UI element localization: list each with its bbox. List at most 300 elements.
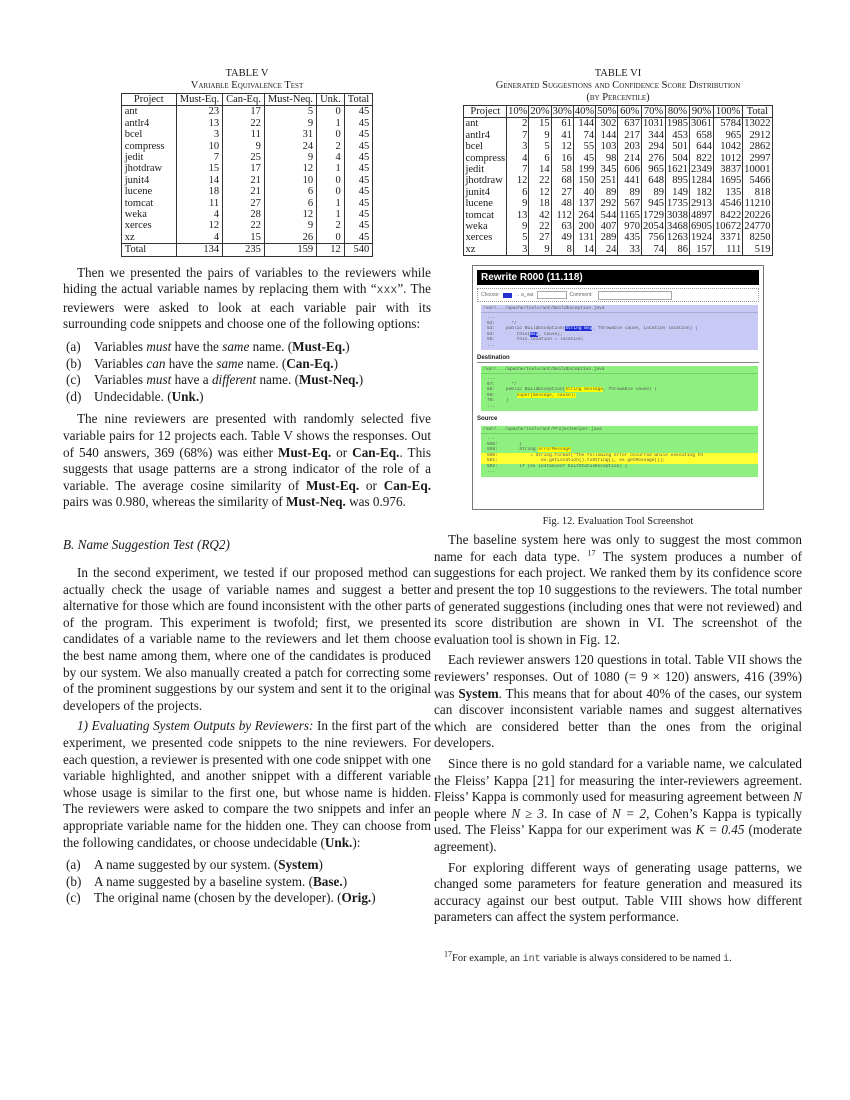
text-span: Since there is no gold standard for a variable name, we calculated the Fleiss’ Kappa [21] for measuring the inter-reviewers agreement. Fleiss’ Kappa is commonly used for measuring agreement between xyxy=(434,756,802,805)
text-span: /var/.../apache/tools/ant/BuildException.java xyxy=(481,366,758,374)
table5-cell: 15 xyxy=(176,163,222,174)
table5-cell: 0 xyxy=(317,232,345,244)
table5-cell: 45 xyxy=(344,198,372,209)
table6-cell: 111 xyxy=(714,244,743,256)
table5-cell: 45 xyxy=(344,209,372,220)
table6-cell: xerces xyxy=(464,232,507,243)
table6-cell: junit4 xyxy=(464,187,507,198)
table6-cell: 4546 xyxy=(714,198,743,209)
table6-cell: 27 xyxy=(529,232,551,243)
table6-cell: 74 xyxy=(573,130,595,141)
text-span: The nine reviewers are presented with randomly selected five variable pairs for 12 projects each. Table V shows the responses. Out of 540 answers, 369 (68%) was either xyxy=(63,411,431,460)
option-label: (a) xyxy=(66,339,81,355)
code-line: 558: } xyxy=(487,441,523,447)
table6-cell: 1695 xyxy=(714,175,743,186)
text-span: variable is always considered to be named xyxy=(540,952,724,964)
table5-cell: bcel xyxy=(121,129,176,140)
destination-label: Destination xyxy=(477,355,759,363)
table6-cell: 302 xyxy=(596,118,618,130)
text-span: K = 0.45 xyxy=(695,822,745,838)
table6-cell: 18 xyxy=(529,198,551,209)
table6-cell: 199 xyxy=(573,164,595,175)
text-span: → a_var xyxy=(514,292,534,299)
table5-cell: 17 xyxy=(223,163,265,174)
table6-cell: 131 xyxy=(573,232,595,243)
table6-cell: 89 xyxy=(642,187,666,198)
table5-cell: 22 xyxy=(223,220,265,231)
table6-cell: 61 xyxy=(551,118,573,130)
code-line: ... xyxy=(487,342,496,348)
table6-cell: 5 xyxy=(529,141,551,152)
table6-cell: 3061 xyxy=(691,118,713,130)
table6-column-header: 80% xyxy=(666,106,690,118)
option-code: Orig. xyxy=(341,890,372,906)
table6-cell: 756 xyxy=(642,232,666,243)
table6-cell: 103 xyxy=(596,141,618,152)
table5-cell: 24 xyxy=(264,141,316,152)
option-label: (c) xyxy=(66,890,81,906)
table5-cell: lucene xyxy=(121,186,176,197)
table6-cell: 606 xyxy=(618,164,642,175)
table5-cell: 0 xyxy=(317,175,345,186)
right-column xyxy=(434,68,802,966)
option-item: (b) Variables can have the same name. (Can-Eq.) xyxy=(66,355,338,371)
table6-cell: 4897 xyxy=(691,209,713,221)
table5-row xyxy=(121,198,372,209)
text-span: , Cohen’s Kappa is typically used. The Fleiss’ Kappa for our experiment was xyxy=(434,805,802,838)
table6-cell: 2862 xyxy=(743,141,772,152)
table6-cell: 27 xyxy=(551,187,573,198)
table5-cell: 45 xyxy=(344,106,372,118)
table6-cell: 9 xyxy=(529,130,551,141)
table5-cell: 4 xyxy=(176,232,222,244)
table6-cell: 345 xyxy=(596,164,618,175)
table6-cell: 10001 xyxy=(744,164,771,176)
table5-row xyxy=(121,152,372,163)
table6-cell: 144 xyxy=(573,118,595,130)
table5-cell: 4 xyxy=(176,209,222,220)
table5-cell: 45 xyxy=(344,129,372,140)
table6-cell: 289 xyxy=(596,232,618,243)
table6-cell: 4 xyxy=(507,153,529,164)
figure-rewrite-title: Rewrite R000 (11.118) xyxy=(477,270,759,285)
table6-cell: 20226 xyxy=(744,209,771,221)
table5-cell: 11 xyxy=(176,198,222,209)
table6-cell: 6 xyxy=(529,153,551,164)
table5-row xyxy=(121,118,372,129)
table6-row xyxy=(464,164,772,175)
table6-subtitle: (by Percentile) xyxy=(586,92,650,103)
table6-cell: 49 xyxy=(551,232,573,243)
table5-cell: 45 xyxy=(344,186,372,197)
table5-column-header: Must-Neq. xyxy=(264,94,316,106)
table5-label: TABLE V xyxy=(225,68,269,79)
table5-cell: 14 xyxy=(176,175,222,186)
table6-column-header: 40% xyxy=(574,106,595,117)
table6-cell: 1165 xyxy=(619,209,641,221)
text-span: Each reviewer answers 120 questions in total. Table VII shows the reviewers’ responses. Out of 1080 (= 9 × 120) answers, 416 (39%) was xyxy=(434,652,802,701)
table6-cell: 504 xyxy=(666,153,690,164)
table5-cell: 18 xyxy=(176,186,222,197)
text-span: was 0.976. xyxy=(345,494,406,510)
table5-cell: 13 xyxy=(176,118,222,129)
table5-cell: xz xyxy=(121,232,176,244)
table5-cell: 21 xyxy=(223,175,265,186)
table5-cell: antlr4 xyxy=(121,118,176,129)
text-span: The system produces a number of suggestions for each project. We ranked them by its confidence score and present the top 10 suggestions to the reviewers. The total number of generated suggestions (including ones that were not reviewed) and its score distribution are shown in VI. The screenshot of the evaluation tool is shown in Fig. 12. xyxy=(434,548,802,647)
table5-header-row xyxy=(121,94,372,106)
table6-cell: 8422 xyxy=(714,210,743,221)
table6-cell: 1042 xyxy=(714,141,743,152)
table6-cell: 45 xyxy=(573,153,595,164)
options-list-candidates xyxy=(63,857,431,907)
table5-cell: 3 xyxy=(176,129,222,140)
text-span: Choose: xyxy=(481,292,500,299)
emphasis: must xyxy=(146,339,172,355)
table5-cell: Total xyxy=(121,244,176,256)
table6-cell: 12 xyxy=(529,187,551,198)
table6-cell: 22 xyxy=(529,221,551,232)
code-line: 559: String errorMessage xyxy=(487,447,571,453)
table6-column-header: 70% xyxy=(642,106,666,118)
code-xxx: xxx xyxy=(376,284,398,298)
text-span: people where xyxy=(434,805,512,821)
table6-cell: 637 xyxy=(618,118,642,130)
table6-column-header: 90% xyxy=(690,106,714,118)
option-code: Must-Eq. xyxy=(292,339,346,355)
table6-cell: jedit xyxy=(464,164,507,175)
table5-cell: 1 xyxy=(317,163,345,174)
code-line: ... xyxy=(487,403,496,409)
option-item: (b) A name suggested by a baseline system. (Base.) xyxy=(66,873,348,889)
table6-cell: 89 xyxy=(596,187,618,198)
table6-cell: 13022 xyxy=(744,118,771,130)
table6-cell: 435 xyxy=(618,232,642,243)
table6-column-header: 50% xyxy=(597,106,617,117)
table6-cell: 970 xyxy=(618,221,642,232)
figure-toolbar xyxy=(477,288,759,302)
subsection-heading: 1) Evaluating System Outputs by Reviewers: xyxy=(77,718,314,734)
option-code: Unk. xyxy=(171,388,200,404)
table5-cell: 540 xyxy=(344,244,372,256)
option-item: (c) Variables must have a different name. (Must-Neq.) xyxy=(66,372,364,388)
table5-cell: tomcat xyxy=(121,198,176,209)
text-span: . In case of xyxy=(543,805,612,821)
table6-cell: 3468 xyxy=(667,221,689,233)
footnote-ref: 17 xyxy=(587,548,596,558)
table5-cell: 4 xyxy=(317,152,345,163)
table6-cell: 1621 xyxy=(667,164,689,176)
table6-row xyxy=(464,141,772,152)
table5-row xyxy=(121,186,372,197)
table6-cell: 89 xyxy=(618,187,642,198)
table5-cell: 27 xyxy=(223,198,265,209)
table6-cell: 112 xyxy=(551,210,573,221)
table6-cell: 1735 xyxy=(667,198,689,210)
table5-cell: 2 xyxy=(317,141,345,152)
table6-cell: 135 xyxy=(714,187,743,198)
table5-row xyxy=(121,141,372,152)
table6-cell: 818 xyxy=(743,187,772,198)
table6-cell: 12 xyxy=(507,175,529,186)
table6-row xyxy=(464,187,772,198)
paragraph-parameters: For exploring different ways of generating usage patterns, we changed some parameters for feature generation and measured its accuracy against our best output. Table VIII shows how different parameters can affect the system performance. xyxy=(434,859,802,925)
emphasis: different xyxy=(211,372,257,388)
table6-label: TABLE VI xyxy=(594,68,642,79)
text-span: Must-Eq. xyxy=(306,477,360,493)
table6-cell: 9 xyxy=(507,198,529,209)
code-line: 69: super(message, cause); xyxy=(487,392,577,398)
text-span: Unk. xyxy=(324,834,353,850)
table5-row xyxy=(121,163,372,174)
table6-title: Generated Suggestions and Confidence Score Distribution xyxy=(495,80,741,91)
table6 xyxy=(463,105,772,256)
text-span: N ≥ 3 xyxy=(511,805,544,821)
table6-cell: 965 xyxy=(642,164,666,175)
table5-cell: 15 xyxy=(223,232,265,244)
table5-column-header: Can-Eq. xyxy=(223,94,265,106)
option-label: (b) xyxy=(66,355,82,371)
table6-cell: bcel xyxy=(464,141,507,152)
footnote-17 xyxy=(444,949,802,966)
table5-cell: 45 xyxy=(344,232,372,244)
table6-cell: 12 xyxy=(551,141,573,152)
table6-column-header: 10% xyxy=(508,106,528,117)
code-line: 562: if (ex instanceof ExitStatusException) { xyxy=(487,463,628,469)
table6-cell: 3371 xyxy=(714,232,743,243)
selected-variable-highlight xyxy=(503,293,512,298)
table6-cell: ant xyxy=(464,118,507,130)
table5-cell: ant xyxy=(121,106,176,118)
table6-cell: 9 xyxy=(529,244,551,256)
table6-cell: 965 xyxy=(714,130,743,141)
option-item: (d) Undecidable. (Unk.) xyxy=(66,388,204,404)
table6-cell: 8250 xyxy=(743,232,772,243)
option-code: System xyxy=(278,857,319,873)
table6-cell: 1263 xyxy=(667,232,689,244)
table6-cell: 203 xyxy=(618,141,642,152)
table6-cell: 2997 xyxy=(743,153,772,164)
highlighted-variable: String msg xyxy=(565,326,593,332)
table5-cell: 31 xyxy=(264,129,316,140)
table5-cell: 45 xyxy=(344,220,372,231)
table6-cell: 8 xyxy=(551,244,573,256)
table6-cell: 182 xyxy=(690,187,714,198)
text-span: or xyxy=(359,477,384,493)
table5-row xyxy=(121,106,372,118)
table6-row xyxy=(464,232,772,243)
table6-cell: 137 xyxy=(573,198,595,209)
table5-cell: 45 xyxy=(344,141,372,152)
table5-cell: 45 xyxy=(344,118,372,129)
table6-cell: 58 xyxy=(551,164,573,175)
code-line: 561: ex.getLocation().toString(), ex.getMessage()); xyxy=(481,458,758,464)
text-span: /var/.../apache/tools/ant/ProjectHelper.java xyxy=(481,426,758,434)
table5-cell: 23 xyxy=(176,106,222,118)
table6-cell: 40 xyxy=(573,187,595,198)
option-code: Base. xyxy=(313,873,343,889)
table5-row xyxy=(121,232,372,244)
text-span: int xyxy=(522,953,541,965)
table6-cell: 6905 xyxy=(691,221,713,233)
text-span: Can-Eq. xyxy=(383,477,431,493)
table5-cell: 45 xyxy=(344,163,372,174)
table5-cell: 9 xyxy=(223,141,265,152)
paragraph-second-experiment: In the second experiment, we tested if our proposed method can actually check the usage of variable names and suggest a better alternative for those which are found inconsistent with the other parts of the program. This experiment is twofold; first, we presented candidates of a variable name to the reviewers and let them choose the best name among them, where one of the candidates is produced by our system. We also manually created a patch for correcting some of the prominent suggestions by our system and sent it to the original developers of the projects. xyxy=(63,565,431,713)
text-span: or xyxy=(331,444,353,460)
text-span: Can-Eq. xyxy=(352,444,400,460)
table6-cell: 63 xyxy=(551,221,573,232)
text-span: Then we presented the pairs of variables to the reviewers while hiding the actual variable names by replacing them with “ xyxy=(63,264,431,297)
table6-column-header: Total xyxy=(743,106,772,118)
table6-cell: 945 xyxy=(642,198,666,209)
table5-cell: 12 xyxy=(317,244,345,256)
table5-cell: 45 xyxy=(344,175,372,186)
table5-cell: 10 xyxy=(264,175,316,186)
table6-cell: xz xyxy=(464,244,507,256)
table6-cell: 214 xyxy=(618,153,642,164)
table6-cell: 292 xyxy=(596,198,618,209)
choice-dropdown xyxy=(537,291,567,299)
table6-cell: 276 xyxy=(642,153,666,164)
paragraph-fleiss-kappa xyxy=(434,756,802,856)
table6-cell: 441 xyxy=(618,175,642,186)
table5-column-header: Total xyxy=(344,94,372,106)
options-list-equivalence xyxy=(63,339,431,405)
table5-cell: 1 xyxy=(317,198,345,209)
table6-row xyxy=(464,175,772,186)
table6-cell: 24 xyxy=(596,244,618,256)
table6-cell: 2912 xyxy=(743,130,772,141)
table6-cell: 149 xyxy=(666,187,690,198)
option-code: Must-Neq. xyxy=(298,372,359,388)
emphasis: same xyxy=(216,355,244,371)
table6-cell: 344 xyxy=(642,130,666,141)
table6-cell: 74 xyxy=(642,244,666,256)
text-span: System xyxy=(458,685,499,701)
option-label: (a) xyxy=(66,857,81,873)
table6-column-header: 100% xyxy=(714,106,743,118)
paragraph-reviewer-answers xyxy=(434,652,802,752)
table6-cell: 294 xyxy=(642,141,666,152)
table5-cell: 0 xyxy=(317,106,345,118)
table6-cell: 24770 xyxy=(744,221,771,233)
table6-cell: 68 xyxy=(551,175,573,186)
table6-cell: 3 xyxy=(507,244,529,256)
paragraph-baseline xyxy=(434,532,802,648)
table6-cell: 16 xyxy=(551,153,573,164)
comment-field xyxy=(598,291,672,300)
table5-cell: 235 xyxy=(223,244,265,256)
table5-cell: 21 xyxy=(223,186,265,197)
text-span: i xyxy=(723,953,730,965)
text-span: ): xyxy=(352,834,361,850)
table6-cell: 1729 xyxy=(643,209,665,221)
table6-cell: 9 xyxy=(507,221,529,232)
table6-cell: 251 xyxy=(596,175,618,186)
table5 xyxy=(121,93,373,257)
table6-column-header: Project xyxy=(464,106,507,118)
table5-row xyxy=(121,129,372,140)
code-snippet-source xyxy=(481,426,758,477)
highlighted-variable: errorMessage xyxy=(538,447,571,453)
table6-cell: 3038 xyxy=(667,209,689,221)
table6-cell: 42 xyxy=(529,210,551,221)
text-span: 17 xyxy=(444,949,452,959)
table6-cell: 822 xyxy=(690,153,714,164)
table5-cell: 2 xyxy=(317,220,345,231)
code-line: ... xyxy=(487,315,496,321)
text-span: ”. The reviewers were asked to look at each variable pair with its surrounding code snippets and choose one of the following options: xyxy=(63,281,431,332)
table5-cell: 1 xyxy=(317,209,345,220)
table6-cell: 5784 xyxy=(714,118,743,130)
table5-total-row xyxy=(121,244,372,256)
table6-cell: 501 xyxy=(666,141,690,152)
table5-cell: 1 xyxy=(317,118,345,129)
code-line: ... xyxy=(487,469,496,475)
code-snippet-destination xyxy=(481,366,758,411)
code-line: 68: public BuildException(String message, Throwable cause) { xyxy=(487,387,658,393)
text-span: N xyxy=(793,789,802,805)
table5-cell: junit4 xyxy=(121,175,176,186)
table6-cell: 157 xyxy=(690,244,714,256)
text-span: In the first part of the experiment, we presented code snippets to the nine reviewers. For each question, a reviewer is presented with one code snippet with one variable highlighted, and another snippet with a different variable whose usage is similar to the first one, but whose name is hidden. The reviewers were asked to compare the two snippets and infer an appropriate variable name for the hidden one. They can choose from the following candidates, or choose undecidable ( xyxy=(63,718,431,850)
table6-cell: 2 xyxy=(507,118,529,130)
table6-cell: 567 xyxy=(618,198,642,209)
table6-cell: 22 xyxy=(529,175,551,186)
table5-cell: xerces xyxy=(121,220,176,231)
table6-cell: 1012 xyxy=(714,153,743,164)
table6-cell: 895 xyxy=(666,175,690,186)
table6-cell: 5 xyxy=(507,232,529,243)
table6-row xyxy=(464,221,772,232)
table5-cell: 7 xyxy=(176,152,222,163)
code-line: 70: } xyxy=(487,398,509,404)
code-line: 55: this.location = location; xyxy=(487,337,585,343)
table6-row xyxy=(464,153,772,164)
text-span: pairs was 0.980, whereas the similarity of xyxy=(63,494,287,510)
table6-cell: 48 xyxy=(551,198,573,209)
table6-header-row xyxy=(464,106,772,118)
table5-cell: 159 xyxy=(264,244,316,256)
table5-cell: 6 xyxy=(264,186,316,197)
emphasis: can xyxy=(146,355,166,371)
table6-cell: 544 xyxy=(596,210,618,221)
table6-row xyxy=(464,210,772,221)
section-heading-name-suggestion: B. Name Suggestion Test (RQ2) xyxy=(63,537,230,552)
table6-cell: 648 xyxy=(642,175,666,186)
table6-cell: 3 xyxy=(507,141,529,152)
table6-row xyxy=(464,130,772,141)
code-snippet-1 xyxy=(481,305,758,350)
table6-cell: 1924 xyxy=(691,232,713,244)
table5-cell: 22 xyxy=(223,118,265,129)
table6-cell: 1284 xyxy=(691,175,713,187)
table6-cell: 98 xyxy=(596,153,618,164)
table6-column-header: 30% xyxy=(552,106,572,117)
table6-cell: 1031 xyxy=(643,118,665,130)
table5-row xyxy=(121,220,372,231)
text-span: Must-Neq. xyxy=(286,494,346,510)
table6-column-header: 20% xyxy=(530,106,550,117)
code-line: 560: = String.format("The following error occurred while executing th xyxy=(481,453,758,459)
table6-caption xyxy=(434,68,802,104)
table6-row xyxy=(464,244,772,256)
table6-cell: 14 xyxy=(573,244,595,256)
table5-cell: 9 xyxy=(264,152,316,163)
text-span: . This means that for about 40% of the cases, our system can discover inconsistent variable names and suggest alternatives which are considered better than the ones from the original developers. xyxy=(434,685,802,751)
table5-cell: 10 xyxy=(176,141,222,152)
